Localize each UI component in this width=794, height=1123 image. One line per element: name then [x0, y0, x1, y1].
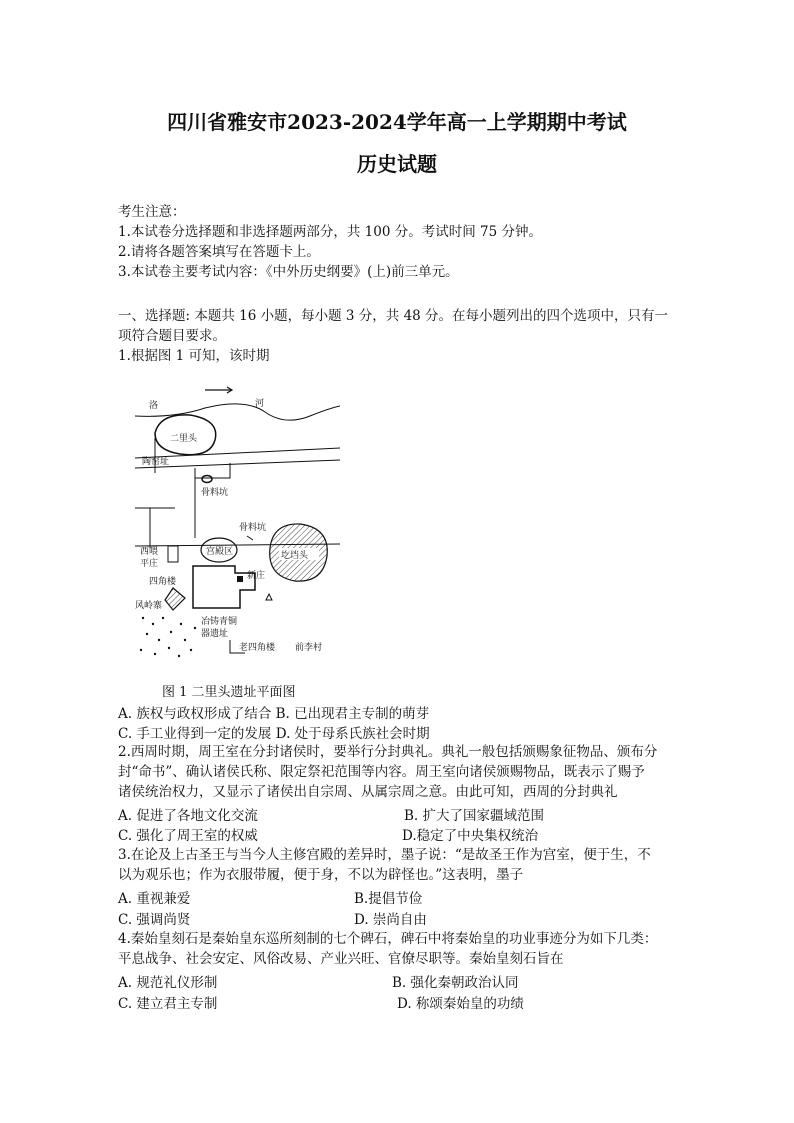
map-label-he: 河	[255, 399, 265, 409]
map-label-guliao-2: 骨料坑	[239, 523, 267, 533]
map-label-ximenping-1: 西喂	[140, 547, 159, 557]
map-label-laosijiaolou: 老四角楼	[239, 643, 276, 653]
map-label-guliao-1: 骨料坑	[201, 488, 229, 498]
map-label-fenglingsi: 风岭寨	[135, 601, 163, 611]
map-label-zhuzao-2: 器遗址	[201, 629, 229, 639]
question-4-option-c: C. 建立君主专制	[118, 996, 218, 1012]
question-4-stem-line-1: 4.秦始皇刻石是秦始皇东巡所刻制的七个碑石，碑石中将秦始皇的功业事迹分为如下几类：	[118, 931, 658, 947]
question-3-stem-line-2: 以为观乐也；作为衣服带履，便于身，不以为辟怪也。”这表明，墨子	[118, 867, 524, 883]
question-3-option-a: A. 重视兼爱	[118, 891, 191, 907]
map-label-erlitou: 二里头	[170, 434, 198, 444]
question-2-option-a: A. 促进了各地文化交流	[118, 808, 258, 824]
figure-1-caption: 图 1 二里头遗址平面图	[162, 685, 296, 700]
question-4-option-d: D. 称颂秦始皇的功绩	[397, 996, 524, 1012]
map-label-zhuzao-1: 冶铸青铜	[201, 617, 238, 627]
question-2-option-c: C. 强化了周王室的权威	[118, 828, 258, 844]
map-label-gongdian: 宫殿区	[206, 547, 234, 557]
question-4-option-b: B. 强化秦朝政治认同	[392, 975, 519, 991]
question-1-option-row-1: A. 族权与政权形成了结合 B. 已出现君主专制的萌芽	[118, 706, 430, 722]
question-4-stem-line-2: 平息战争、社会安定、风俗改易、产业兴旺、官僚尽职等。秦始皇刻石旨在	[118, 951, 564, 967]
exam-title: 四川省雅安市2023-2024学年高一上学期期中考试	[167, 110, 627, 134]
notice-item-1: 1.本试卷分选择题和非选择题两部分，共 100 分。考试时间 75 分钟。	[118, 224, 542, 240]
map-label-xinzhuang: 新庄	[247, 571, 266, 581]
question-2-stem-line-2: 封“命书”、确认诸侯氏称、限定祭祀范围等内容。周王室向诸侯颁赐物品，既表示了赐予	[118, 764, 645, 780]
question-2-stem-line-3: 诸侯统治权力，又显示了诸侯出自宗周、从属宗周之意。由此可知，西周的分封典礼	[118, 784, 618, 800]
section-intro-line-2: 项符合题目要求。	[118, 328, 226, 344]
question-1-option-row-2: C. 手工业得到一定的发展 D. 处于母系氏族社会时期	[118, 726, 430, 742]
notice-heading: 考生注意：	[118, 204, 186, 220]
question-3-option-d: D. 崇尚自由	[354, 912, 427, 928]
section-intro-line-1: 一、选择题: 本题共 16 小题，每小题 3 分，共 48 分。在每小题列出的四个选项中，只有一	[118, 308, 669, 324]
map-label-taoyao: 陶窑址	[142, 457, 170, 467]
question-2-option-b: B. 扩大了国家疆域范围	[404, 808, 545, 824]
question-3-stem-line-1: 3.在论及上古圣王与当今人主修宫殿的差异时，墨子说：“是故圣王作为宫室，便于生，不	[118, 847, 651, 863]
question-3-option-b: B.提倡节俭	[354, 891, 423, 907]
map-label-gejiatou: 圪垱头	[281, 551, 309, 561]
map-label-qianlicun: 前李村	[295, 643, 323, 653]
map-label-ximenping-2: 平庄	[140, 559, 159, 569]
map-label-sijiaolou: 四角楼	[149, 577, 177, 587]
question-1-stem: 1.根据图 1 可知，该时期	[118, 348, 270, 364]
erlitou-site-map	[135, 378, 340, 660]
question-3-option-c: C. 强调尚贤	[118, 912, 191, 928]
question-2-stem-line-1: 2.西周时期，周王室在分封诸侯时，要举行分封典礼。典礼一般包括颁赐象征物品、颁布分	[118, 744, 658, 760]
question-2-option-d: D.稳定了中央集权统治	[402, 828, 539, 844]
question-4-option-a: A. 规范礼仪形制	[118, 975, 218, 991]
map-label-luo: 洛	[149, 401, 159, 411]
notice-item-2: 2.请将各题答案填写在答题卡上。	[118, 244, 320, 260]
exam-subtitle: 历史试题	[357, 152, 437, 176]
notice-item-3: 3.本试卷主要考试内容：《中外历史纲要》(上)前三单元。	[118, 264, 459, 280]
